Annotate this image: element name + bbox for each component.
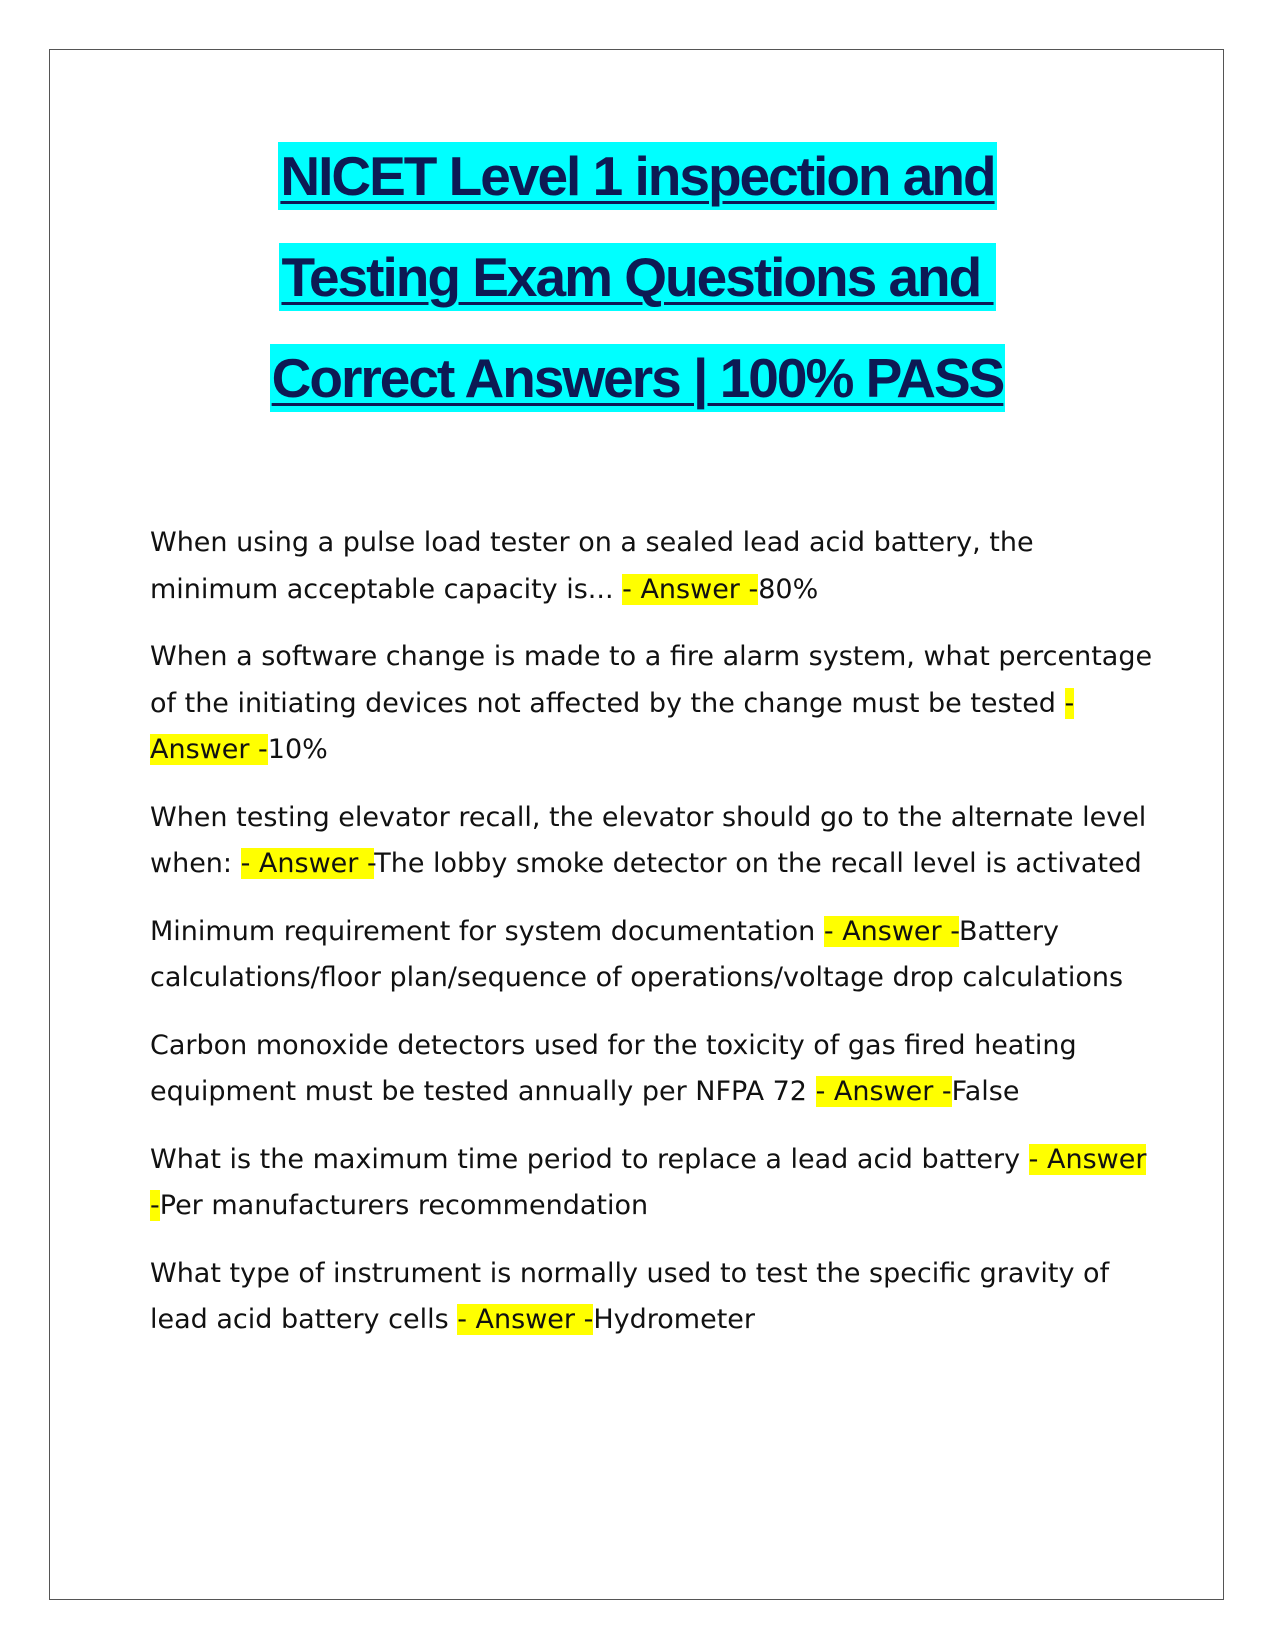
title-line <box>0 344 1275 445</box>
answer-text: False <box>951 1076 1020 1107</box>
question-text: Carbon monoxide detectors used for the toxicity of gas fired heating equipment must be tested annually per NFPA 72 <box>150 1029 1077 1107</box>
answer-marker: - Answer - <box>823 915 960 947</box>
answer-marker: - Answer - <box>240 848 375 879</box>
qa-item-3 <box>150 795 1160 888</box>
answer-text: 80% <box>758 573 819 605</box>
title-line-1: NICET Level 1 inspection and <box>278 142 996 210</box>
qa-item-7 <box>150 1251 1160 1344</box>
answer-marker: - Answer - <box>150 1143 1147 1221</box>
answer-marker: - Answer - <box>457 1304 594 1335</box>
title-line-2: Testing Exam Questions and <box>279 243 995 311</box>
title-line <box>0 142 1275 243</box>
answer-text: Hydrometer <box>593 1304 756 1335</box>
title-line-3: Correct Answers | 100% PASS <box>270 344 1006 412</box>
question-text: What is the maximum time period to replace a lead acid battery <box>150 1143 1029 1175</box>
qa-item-4 <box>150 909 1160 1002</box>
answer-marker: - Answer - <box>622 573 759 605</box>
qa-list <box>150 520 1160 1365</box>
answer-text: 10% <box>267 734 328 765</box>
question-text: When using a pulse load tester on a sealed lead acid battery, the minimum acceptable capacity is... <box>150 527 1034 605</box>
qa-item-1 <box>150 520 1160 613</box>
answer-marker: - Answer - <box>150 687 1075 765</box>
question-text: Minimum requirement for system documentation <box>150 915 824 947</box>
question-text: When testing elevator recall, the elevator should go to the alternate level when: <box>150 801 1147 879</box>
question-text: What type of instrument is normally used to test the specific gravity of lead acid battery cells <box>150 1257 1110 1335</box>
answer-text: Battery calculations/floor plan/sequence of operations/voltage drop calculations <box>150 915 1124 993</box>
qa-item-2 <box>150 634 1160 774</box>
title-line <box>0 243 1275 344</box>
answer-marker: - Answer - <box>815 1076 952 1107</box>
question-text: When a software change is made to a fire alarm system, what percentage of the initiating devices not affected by the change must be tested <box>150 641 1153 719</box>
document-title <box>0 142 1275 445</box>
qa-item-5 <box>150 1023 1160 1116</box>
qa-item-6 <box>150 1137 1160 1230</box>
answer-text: The lobby smoke detector on the recall level is activated <box>374 848 1142 879</box>
answer-text: Per manufacturers recommendation <box>159 1190 649 1221</box>
